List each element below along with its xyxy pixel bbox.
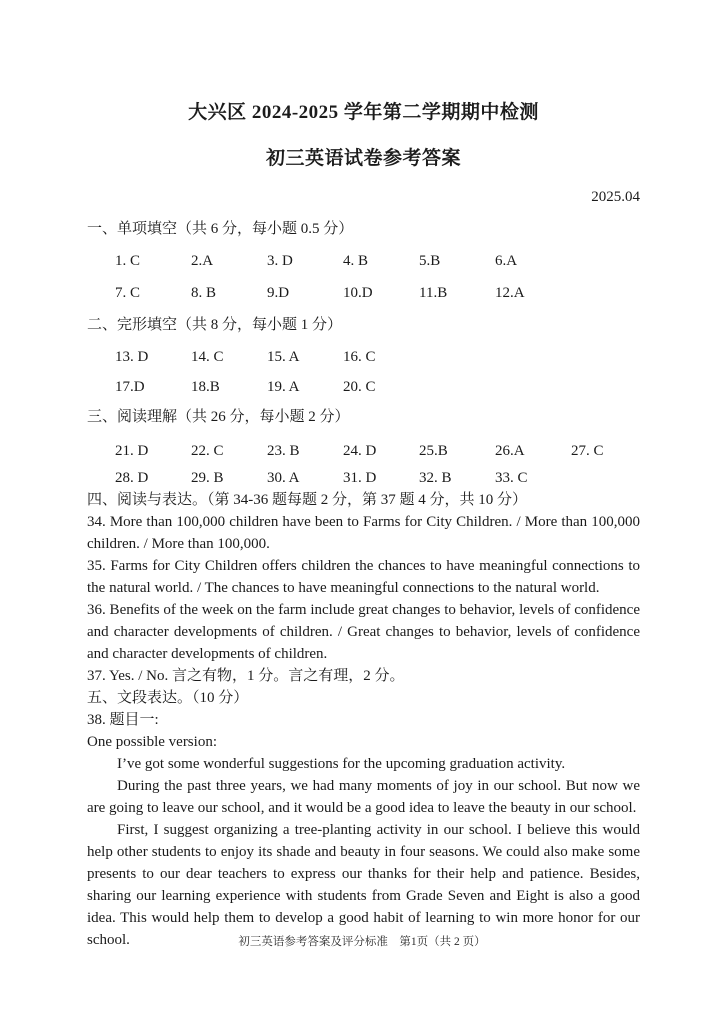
exam-date: 2025.04 [591,189,640,205]
answer-37: 37. Yes. / No. 言之有物，1 分。言之有理，2 分。 [87,668,405,684]
answer-item: 15. A [267,349,300,365]
answer-item: 22. C [191,443,224,459]
page-title-line2: 初三英语试卷参考答案 [265,148,461,169]
answer-item: 31. D [343,470,377,486]
answer-item: 27. C [571,443,604,459]
answer-row-1-6 [115,250,640,272]
answer-item: 14. C [191,349,224,365]
answer-item: 19. A [267,379,300,395]
section-2-heading: 二、完形填空（共 8 分，每小题 1 分） [87,317,343,333]
item-38-label: 38. 题目一: [87,712,159,728]
answer-item: 13. D [115,349,149,365]
answer-item: 25.B [419,443,448,459]
answer-item: 24. D [343,443,377,459]
answer-item: 21. D [115,443,149,459]
essay-paragraph-3: First, I suggest organizing a tree-planting activity in our school. I believe this would help other students to enjoy its shade and beauty in four seasons. We could also make some presents to our dear teachers to express our thanks for their help and patience. Besides, sharing our learning experience with students from Grade Seven and Eight is also a good idea. This would help them to develop a good habit of learning to win more honor for our school. [87,822,640,948]
answer-row-13-16 [115,346,640,368]
answer-36: 36. Benefits of the week on the farm include great changes to behavior, levels of confidence and character developments of children. / Great changes to behavior, levels of confidence and character developments of children. [87,602,640,662]
answer-item: 12.A [495,285,525,301]
essay-paragraph-1: I’ve got some wonderful suggestions for the upcoming graduation activity. [117,756,566,772]
answer-item: 7. C [115,285,141,301]
answer-item: 20. C [343,379,376,395]
answer-item: 26.A [495,443,525,459]
essay-paragraph-2: During the past three years, we had many moments of joy in our school. But now we are going to leave our school, and it would be a good idea to leave the beauty in our school. [87,778,640,816]
document-content [87,0,640,951]
section-4-heading: 四、阅读与表达。（第 34-36 题每题 2 分，第 37 题 4 分，共 10 分） [87,492,527,508]
section-5-heading: 五、文段表达。（10 分） [87,690,249,706]
answer-item: 29. B [191,470,224,486]
answer-item: 3. D [267,253,293,269]
answer-item: 9.D [267,285,290,301]
page-title-line1: 大兴区 2024-2025 学年第二学期期中检测 [188,102,539,123]
section-1-heading: 一、单项填空（共 6 分，每小题 0.5 分） [87,221,354,237]
answer-row-28-33 [115,467,640,489]
answer-item: 18.B [191,379,220,395]
answer-item: 1. C [115,253,141,269]
answer-item: 10.D [343,285,373,301]
answer-item: 28. D [115,470,149,486]
answer-item: 30. A [267,470,300,486]
answer-item: 23. B [267,443,300,459]
answer-item: 16. C [343,349,376,365]
answer-item: 4. B [343,253,369,269]
answer-35: 35. Farms for City Children offers children the chances to have meaningful connections to the natural world. / The chances to have meaningful connections to the natural world. [87,558,640,596]
possible-version-label: One possible version: [87,734,217,750]
answer-item: 17.D [115,379,145,395]
answer-item: 32. B [419,470,452,486]
answer-item: 5.B [419,253,441,269]
answer-item: 33. C [495,470,528,486]
answer-34: 34. More than 100,000 children have been to Farms for City Children. / More than 100,000 children. / More than 100,000. [87,514,640,552]
footer-page-label: 初三英语参考答案及评分标准 第1页（共 2 页） [238,936,486,948]
answer-item: 2.A [191,253,214,269]
answer-item: 6.A [495,253,518,269]
answer-item: 11.B [419,285,448,301]
answer-row-17-20 [115,376,640,398]
answer-item: 8. B [191,285,217,301]
answer-row-21-27 [115,440,640,462]
section-3-heading: 三、阅读理解（共 26 分，每小题 2 分） [87,409,350,425]
answer-row-7-12 [115,282,640,304]
